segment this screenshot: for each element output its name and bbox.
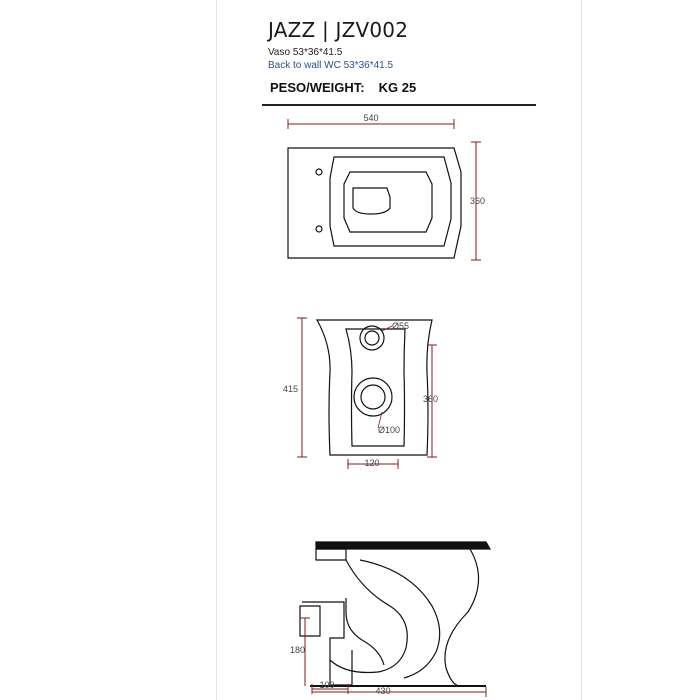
side-view-bowl-curve [330,560,407,673]
top-view [288,148,461,258]
weight-value: KG 25 [378,80,417,95]
offset-100-label: 100 [319,680,335,690]
side-view-seat [316,542,490,549]
hole-100-label: Ø100 [378,425,401,435]
height-415-label: 415 [283,384,299,394]
outlet-large-inner [361,385,385,409]
top-view-flush-opening [353,188,390,214]
side-view-outlet-flange [300,606,320,636]
top-view-bowl [344,172,432,232]
side-view [300,542,490,686]
top-view-outline [288,148,461,258]
outlet-height-180-label: 180 [290,645,306,655]
length-430-label: 430 [375,686,391,696]
vaso-dimensions: Vaso 53*36*41.5 [268,47,343,58]
width-540-label: 540 [363,113,379,123]
front-view-hole-leaders [378,326,392,428]
fixing-hole-bottom [316,226,322,232]
outlet-large-outer [354,378,392,416]
depth-360-label: 360 [470,196,486,206]
front-view-body [317,320,432,455]
hole-55-label: Ø55 [392,321,410,331]
weight-label: PESO/WEIGHT: [270,80,365,95]
product-title: JAZZ | JZV002 [268,18,409,42]
side-view-outer-shell [445,549,479,686]
outlet-small-inner [365,331,379,345]
back-to-wall-dimensions: Back to wall WC 53*36*41.5 [268,60,394,71]
fixing-hole-top [316,169,322,175]
front-view [317,320,432,455]
base-120-label: 120 [364,458,380,468]
side-view-outlet-pipe [302,602,352,685]
front-view-height-dimension [297,318,307,457]
side-view-tank-block [316,549,346,560]
inner-height-360-label: 360 [423,394,439,404]
